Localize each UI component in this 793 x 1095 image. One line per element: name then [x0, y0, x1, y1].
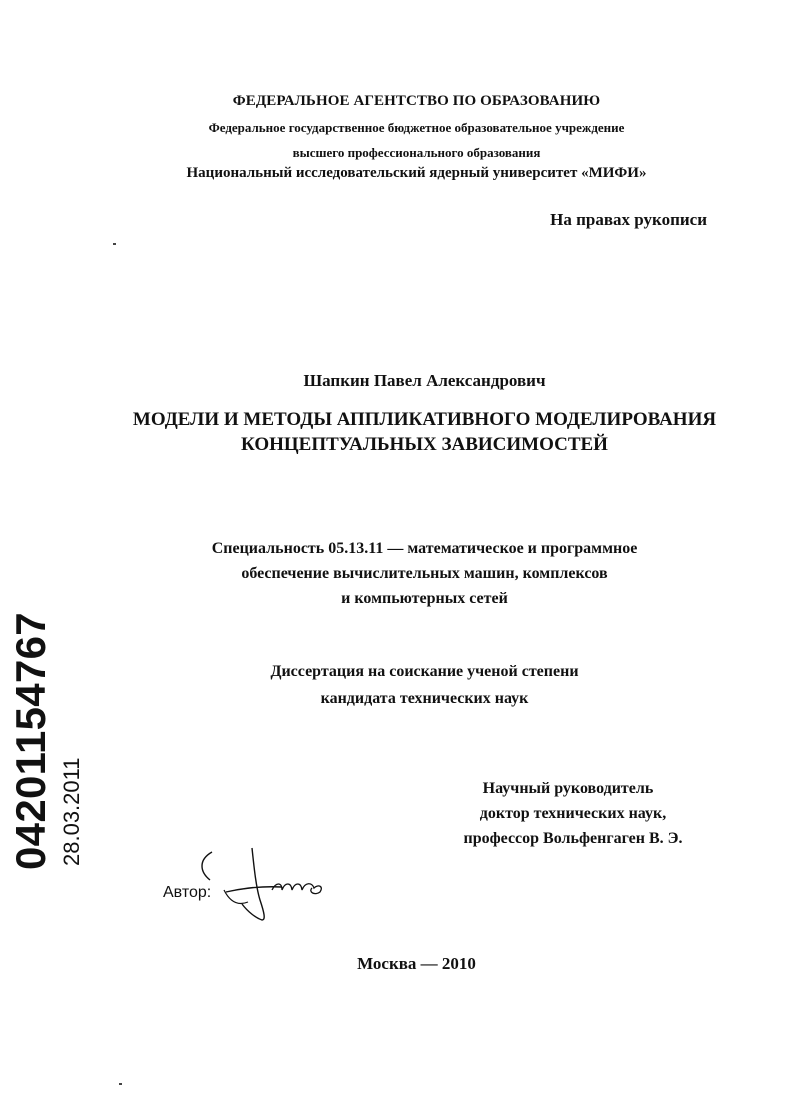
dissertation-line-1: Диссертация на соискание ученой степени: [270, 663, 579, 680]
supervisor-line-3: профессор Вольфенгаген В. Э.: [463, 830, 683, 847]
author-signature-label: Автор:: [163, 884, 212, 901]
thesis-title-line-2: КОНЦЕПТУАЛЬНЫХ ЗАВИСИМОСТЕЙ: [241, 434, 608, 455]
specialty-line-3: и компьютерных сетей: [341, 590, 508, 607]
stamp-date: 28.03.2011: [59, 757, 84, 866]
institution-line-1: Федеральное государственное бюджетное образовательное учреждение: [208, 120, 625, 135]
stamp-number: 04201154767: [7, 612, 54, 870]
supervisor-line-1: Научный руководитель: [482, 780, 654, 797]
institution-line-3: Национальный исследовательский ядерный университет «МИФИ»: [186, 165, 647, 181]
archive-stamp: [7, 612, 84, 870]
scan-speck: [119, 1083, 122, 1085]
specialty-line-2: обеспечение вычислительных машин, комплексов: [241, 565, 608, 582]
author-signature: [190, 842, 335, 927]
author-name: Шапкин Павел Александрович: [303, 371, 546, 390]
scan-speck: [113, 243, 116, 245]
agency-name: ФЕДЕРАЛЬНОЕ АГЕНТСТВО ПО ОБРАЗОВАНИЮ: [232, 93, 601, 109]
manuscript-rights-note: На правах рукописи: [550, 210, 707, 229]
institution-line-2: высшего профессионального образования: [292, 145, 541, 160]
dissertation-line-2: кандидата технических наук: [320, 690, 529, 707]
supervisor-line-2: доктор технических наук,: [479, 805, 667, 822]
thesis-title-line-1: МОДЕЛИ И МЕТОДЫ АППЛИКАТИВНОГО МОДЕЛИРОВАНИЯ: [132, 409, 717, 430]
specialty-line-1: Специальность 05.13.11 — математическое и программное: [211, 540, 638, 557]
city-year: Москва — 2010: [357, 954, 476, 973]
